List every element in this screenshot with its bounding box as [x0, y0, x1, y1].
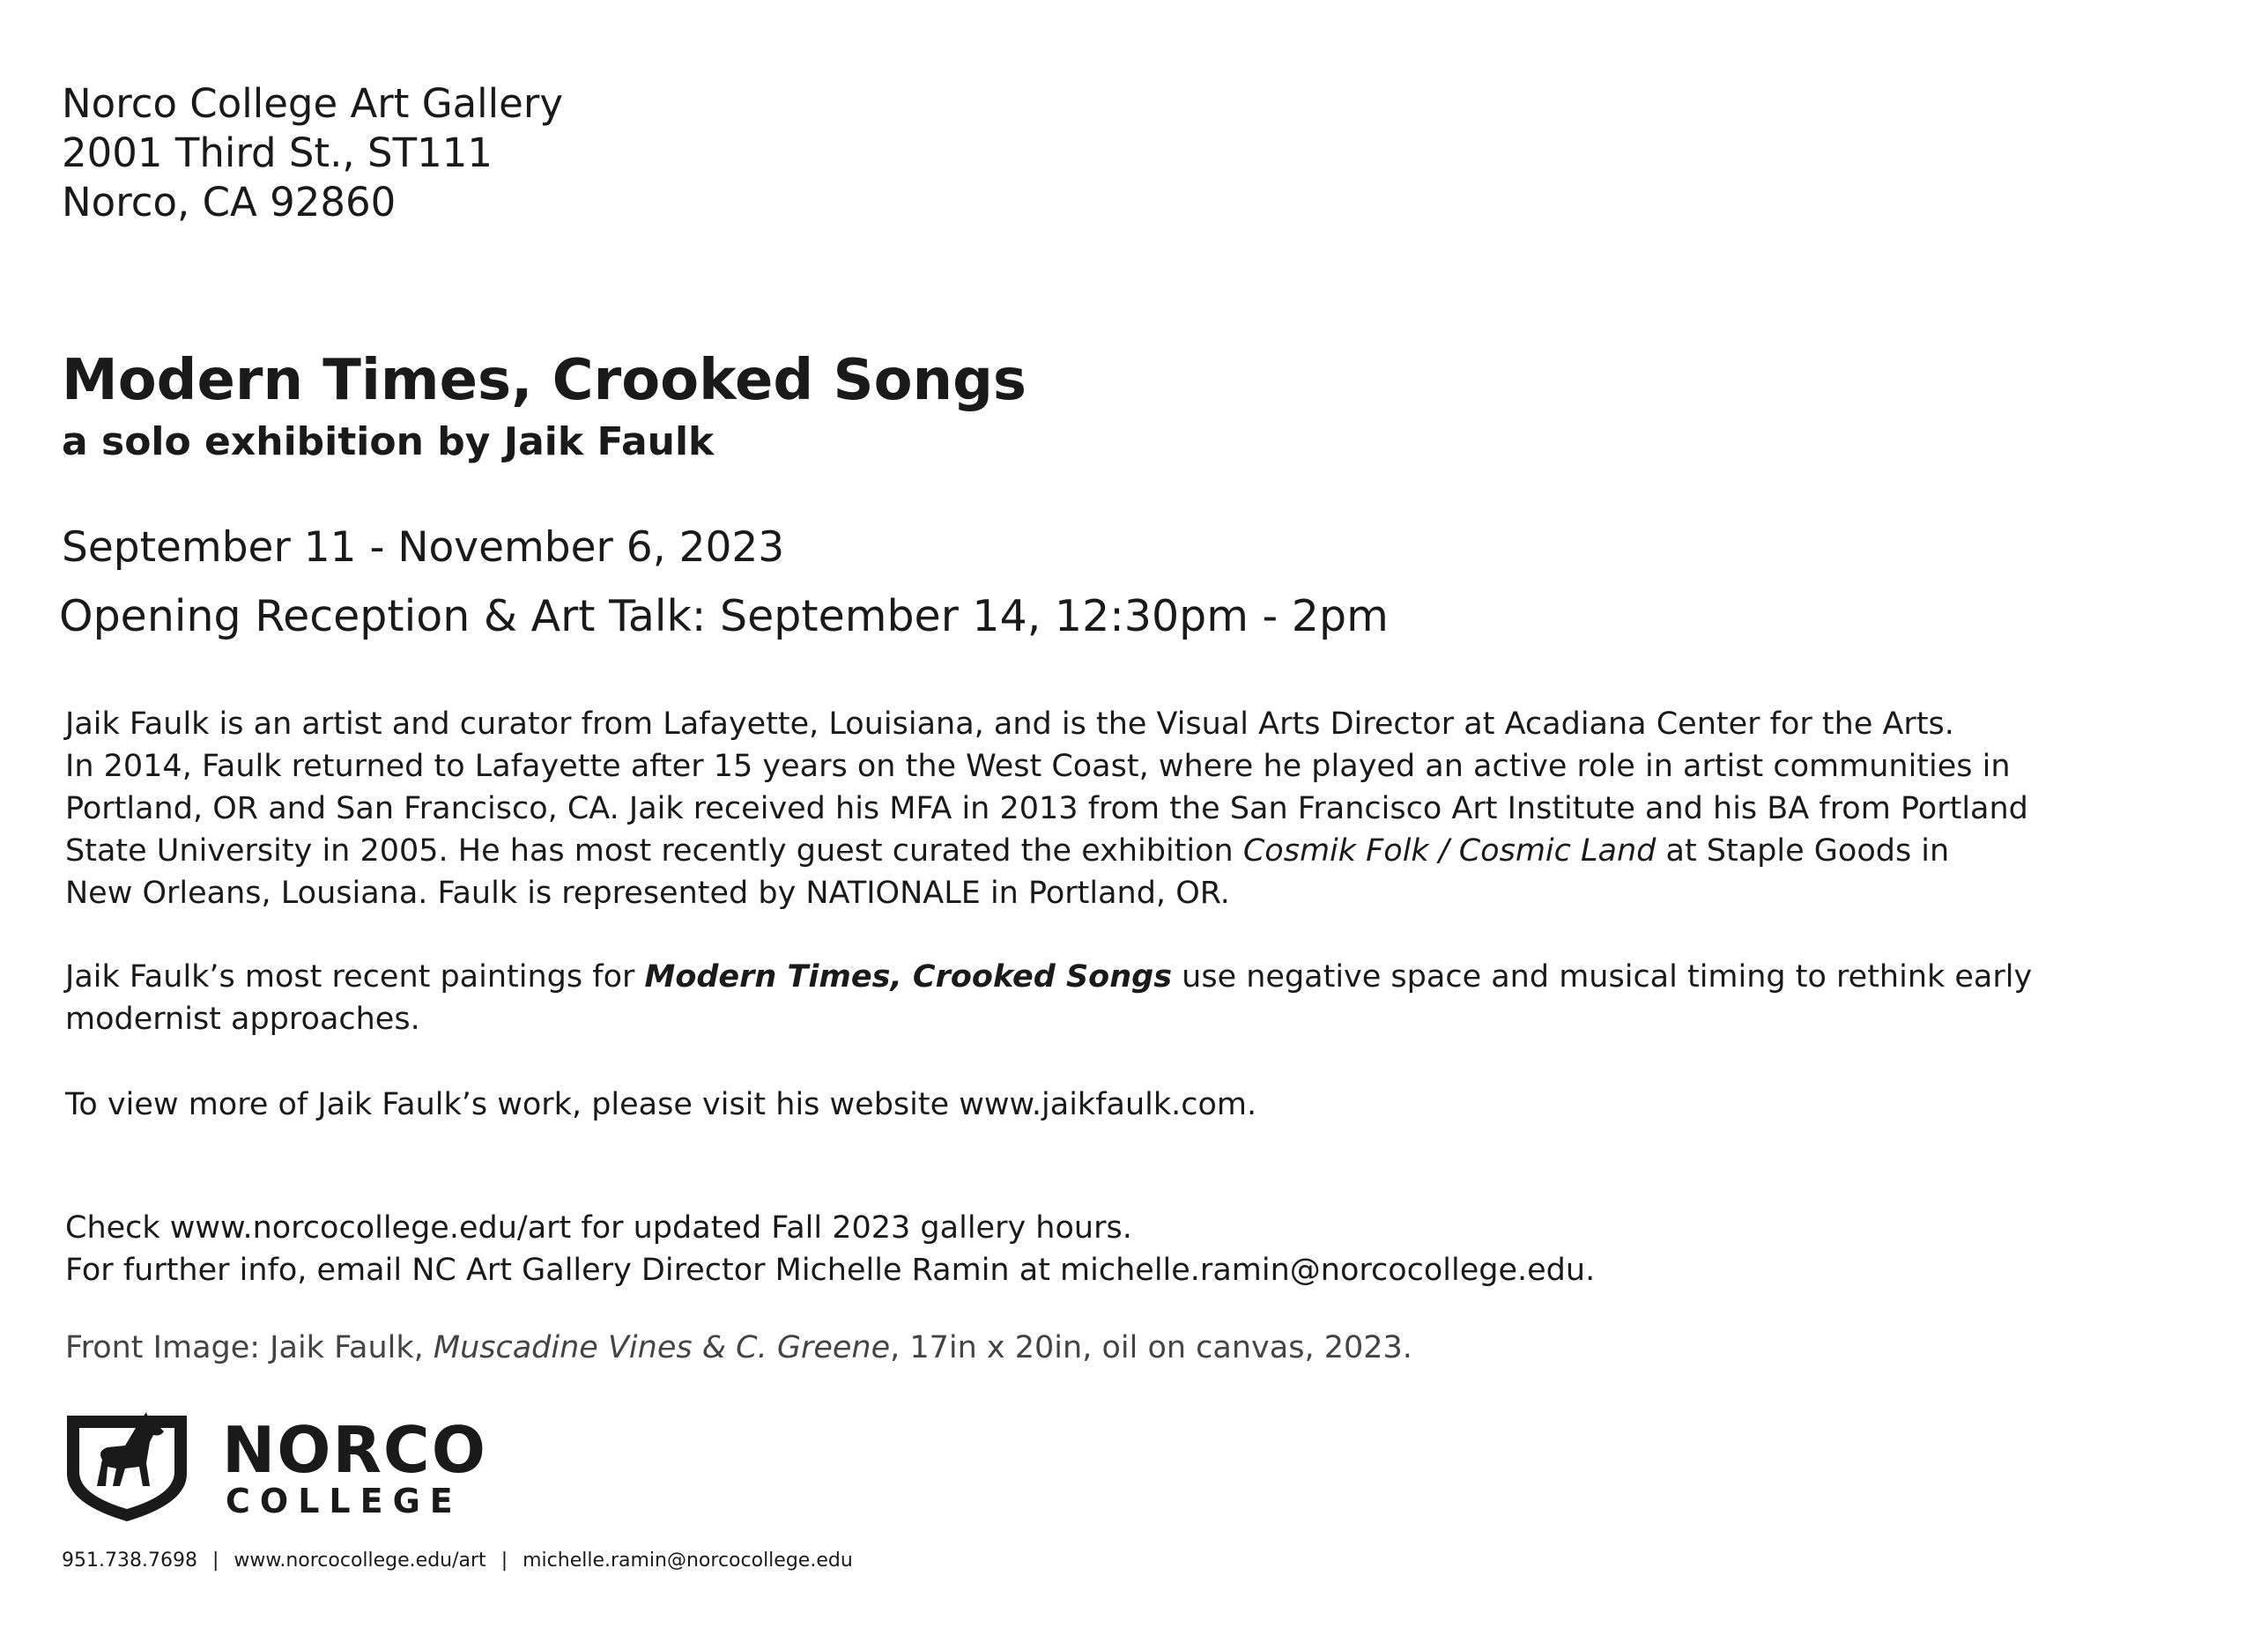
footer-phone: 951.738.7698 [62, 1550, 197, 1572]
footer-url: www.norcocollege.edu/art [233, 1550, 486, 1572]
norco-college-logo [62, 1405, 493, 1524]
paintings-description [65, 956, 2198, 1040]
address-line-2: 2001 Third St., ST111 [62, 129, 493, 176]
bio-text: State University in 2005. He has most recently guest curated the exhibition [65, 833, 1243, 869]
bio-line: New Orleans, Lousiana. Faulk is represented by NATIONALE in Portland, OR. [65, 876, 1230, 911]
logo-word-college: COLLEGE [226, 1482, 463, 1520]
bio-line: In 2014, Faulk returned to Lafayette after 15 years on the West Coast, where he played an active role in artist communities in [65, 749, 2011, 784]
logo-word-norco: NORCO [222, 1413, 487, 1487]
exhibition-subtitle: a solo exhibition by Jaik Faulk [62, 419, 715, 464]
footer-email: michelle.ramin@norcocollege.edu [523, 1550, 853, 1572]
paintings-line [65, 956, 2198, 998]
artist-bio [65, 703, 2198, 914]
address-line-1: Norco College Art Gallery [62, 80, 563, 127]
contact-line: For further info, email NC Art Gallery Director Michelle Ramin at michelle.ramin@norcocollege.edu. [65, 1253, 1596, 1288]
hours-line: Check www.norcocollege.edu/art for updated Fall 2023 gallery hours. [65, 1210, 1132, 1246]
address-line-3: Norco, CA 92860 [62, 179, 397, 226]
exhibition-title-inline: Modern Times, Crooked Songs [644, 959, 1173, 995]
paintings-line: modernist approaches. [65, 1002, 420, 1037]
front-image-caption [65, 1327, 1412, 1369]
opening-reception: Opening Reception & Art Talk: September 14, 12:30pm - 2pm [59, 591, 1389, 641]
artwork-title: Muscadine Vines & C. Greene [433, 1330, 891, 1365]
footer-separator: | [211, 1550, 219, 1572]
footer-separator: | [500, 1550, 508, 1572]
exhibition-title: Modern Times, Crooked Songs [62, 348, 1027, 413]
curated-exhibition-title: Cosmik Folk / Cosmic Land [1242, 833, 1657, 869]
bio-text: at Staple Goods in [1656, 833, 1950, 869]
caption-text: , 17in x 20in, oil on canvas, 2023. [890, 1330, 1412, 1365]
bio-line [65, 830, 2198, 872]
footer-contact [62, 1548, 853, 1574]
exhibition-dates: September 11 - November 6, 2023 [62, 523, 785, 572]
paintings-text: use negative space and musical timing to rethink early [1172, 959, 2033, 995]
horse-shield-icon [67, 1412, 187, 1521]
bio-line: Portland, OR and San Francisco, CA. Jaik received his MFA in 2013 from the San Francisco Art Institute and his BA from Portland [65, 791, 2028, 826]
bio-line: Jaik Faulk is an artist and curator from Lafayette, Louisiana, and is the Visual Arts Director at Acadiana Center for the Arts. [65, 706, 1954, 742]
gallery-address [62, 79, 563, 227]
caption-text: Front Image: Jaik Faulk, [65, 1330, 434, 1365]
paintings-text: Jaik Faulk’s most recent paintings for [65, 959, 645, 995]
gallery-hours-info [65, 1207, 2198, 1291]
artist-website-text: To view more of Jaik Faulk’s work, please visit his website www.jaikfaulk.com. [65, 1087, 1257, 1122]
